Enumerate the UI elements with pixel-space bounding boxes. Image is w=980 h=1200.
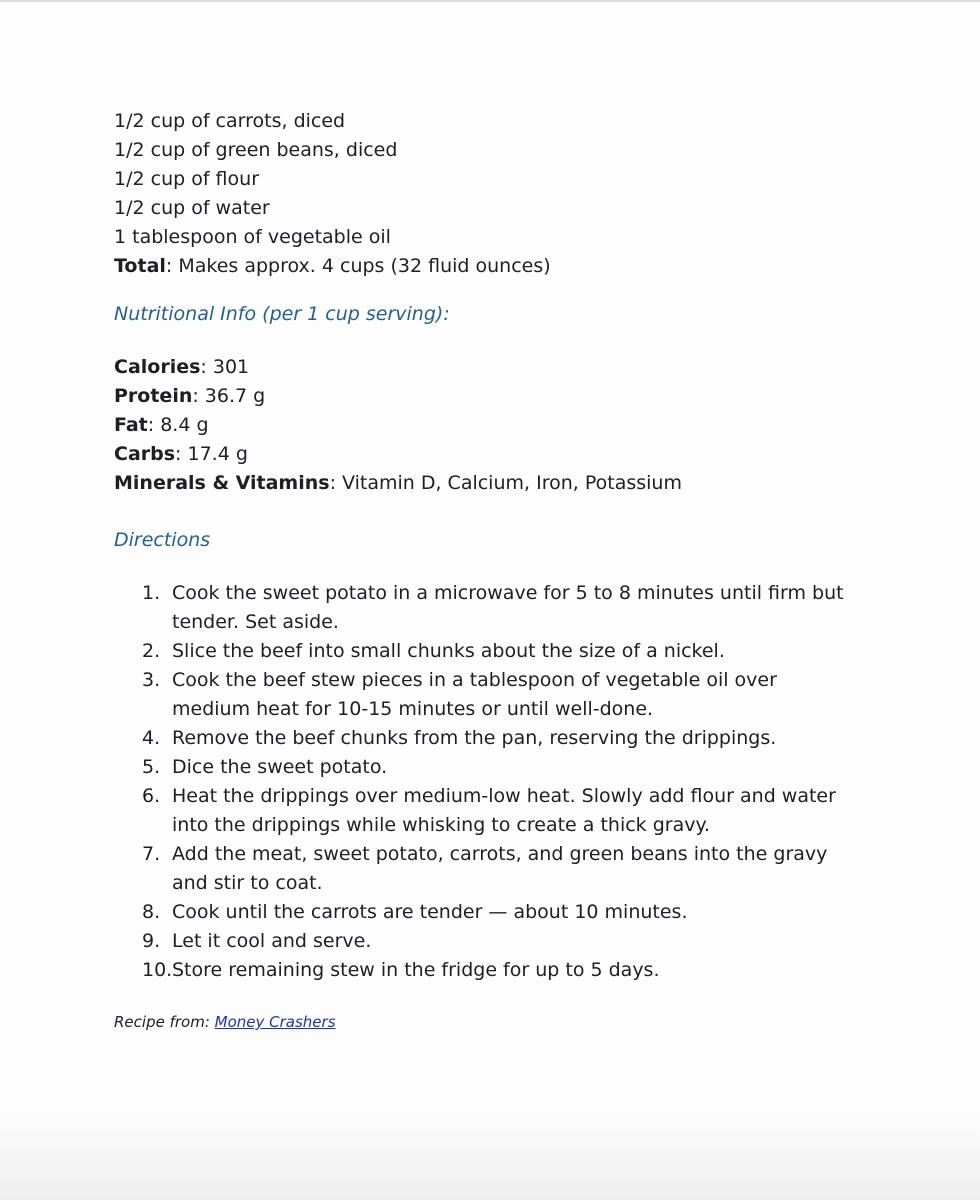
- step-text: Cook the beef stew pieces in a tablespoon of vegetable oil over medium heat for 10-15 minutes or until well-done.: [172, 669, 777, 720]
- step-number: 6.: [142, 785, 161, 807]
- step-number: 1.: [142, 582, 161, 604]
- direction-step: [114, 927, 852, 956]
- ingredient-item: 1/2 cup of carrots, diced: [114, 110, 346, 132]
- step-number: 10.: [142, 959, 173, 981]
- step-text: Cook the sweet potato in a microwave for 5 to 8 minutes until firm but tender. Set aside.: [172, 582, 844, 633]
- total-line: [114, 252, 874, 281]
- step-number: 3.: [142, 669, 161, 691]
- step-number: 9.: [142, 930, 161, 952]
- direction-step: [114, 637, 852, 666]
- step-number: 2.: [142, 640, 161, 662]
- nutrition-heading: Nutritional Info (per 1 cup serving):: [114, 303, 450, 325]
- nutrition-item: [114, 411, 874, 440]
- nutrition-item: [114, 469, 874, 498]
- direction-step: [114, 956, 852, 985]
- ingredients-list: [114, 107, 874, 281]
- direction-step: [114, 579, 852, 637]
- ingredient-item: 1/2 cup of water: [114, 197, 270, 219]
- direction-step: [114, 840, 852, 898]
- nutrition-label: Calories: [114, 356, 201, 378]
- nutrition-label: Minerals & Vitamins: [114, 472, 330, 494]
- nutrition-value: : 301: [200, 356, 250, 378]
- total-label: Total: [114, 255, 166, 277]
- nutrition-label: Protein: [114, 385, 193, 407]
- nutrition-item: [114, 353, 874, 382]
- step-text: Store remaining stew in the fridge for up to 5 days.: [172, 959, 660, 981]
- ingredient-item: 1/2 cup of green beans, diced: [114, 139, 398, 161]
- step-text: Slice the beef into small chunks about the size of a nickel.: [172, 640, 725, 662]
- direction-step: [114, 724, 852, 753]
- nutrition-item: [114, 382, 874, 411]
- step-text: Cook until the carrots are tender — about 10 minutes.: [172, 901, 688, 923]
- step-number: 7.: [142, 843, 161, 865]
- nutrition-list: [114, 353, 874, 498]
- step-number: 4.: [142, 727, 161, 749]
- nutrition-value: : 17.4 g: [175, 443, 248, 465]
- step-text: Remove the beef chunks from the pan, reserving the drippings.: [172, 727, 777, 749]
- nutrition-value: : 36.7 g: [192, 385, 266, 407]
- step-number: 8.: [142, 901, 161, 923]
- page-top-edge: [0, 0, 980, 2]
- step-text: Let it cool and serve.: [172, 930, 372, 952]
- ingredient-item: 1/2 cup of flour: [114, 168, 260, 190]
- nutrition-label: Carbs: [114, 443, 176, 465]
- direction-step: [114, 753, 852, 782]
- direction-step: [114, 666, 852, 724]
- direction-step: [114, 898, 852, 927]
- credit-prefix: Recipe from:: [114, 1013, 215, 1031]
- total-value: : Makes approx. 4 cups (32 fluid ounces): [165, 255, 551, 277]
- ingredient-item: 1 tablespoon of vegetable oil: [114, 226, 391, 248]
- directions-heading: Directions: [114, 529, 211, 551]
- nutrition-item: [114, 440, 874, 469]
- nutrition-value: : Vitamin D, Calcium, Iron, Potassium: [329, 472, 682, 494]
- nutrition-value: : 8.4 g: [147, 414, 209, 436]
- directions-list: [114, 579, 874, 985]
- page-bottom-shade: [0, 1110, 980, 1200]
- recipe-credit: [114, 1012, 874, 1032]
- step-text: Heat the drippings over medium-low heat. Slowly add flour and water into the drippings while whisking to create a thick gravy.: [172, 785, 836, 836]
- step-text: Add the meat, sweet potato, carrots, and green beans into the gravy and stir to coat.: [172, 843, 828, 894]
- step-number: 5.: [142, 756, 161, 778]
- money-crashers-link[interactable]: Money Crashers: [214, 1013, 336, 1031]
- direction-step: [114, 782, 852, 840]
- document-page: [114, 107, 874, 1032]
- nutrition-label: Fat: [114, 414, 148, 436]
- step-text: Dice the sweet potato.: [172, 756, 388, 778]
